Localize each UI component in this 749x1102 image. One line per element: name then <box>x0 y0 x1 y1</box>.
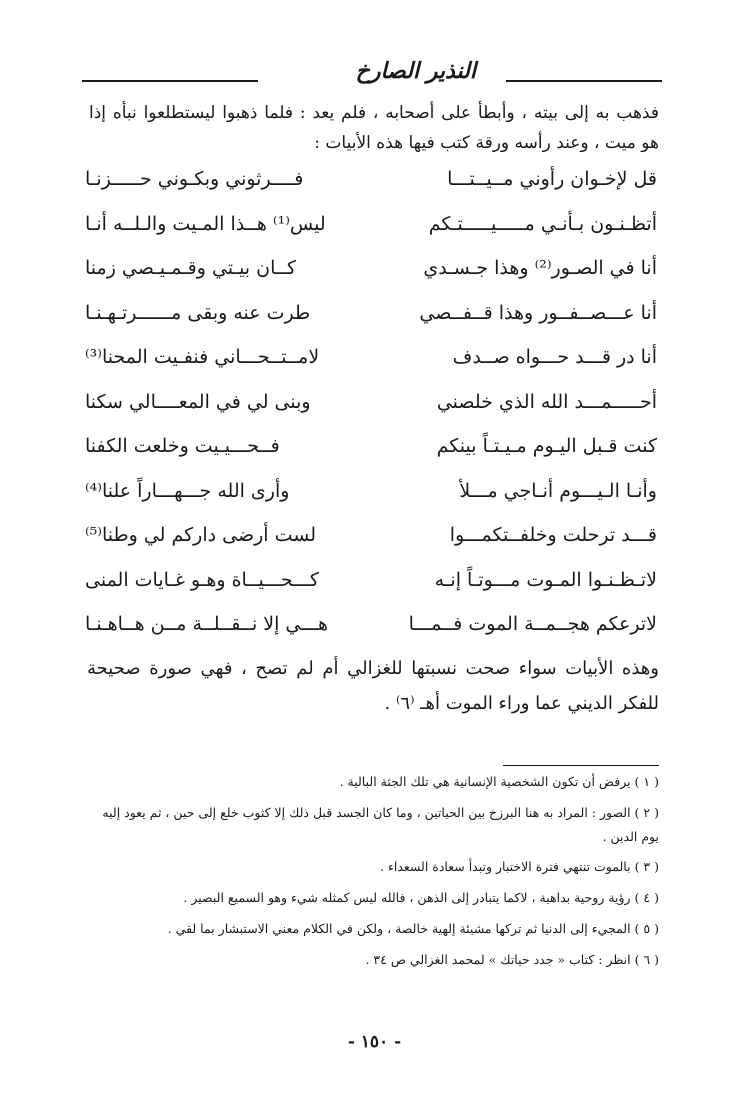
verse-second-hemistich: وبنى لي في المعــــالي سكنا <box>85 390 311 413</box>
verse-first-hemistich: وأنـا الـيـــوم أنـاجي مـــلأ <box>459 479 657 502</box>
verse-first-hemistich: لاترعكم هجــمــة الموت فــمـــا <box>408 613 657 635</box>
footnotes <box>87 770 659 979</box>
verse <box>85 429 657 474</box>
verse-first-hemistich: أنا في الصـور⁽²⁾ وهذا جـسـدي <box>423 257 657 279</box>
verse <box>85 518 657 563</box>
verse-second-hemistich: كــان بيـتي وقـمـيـصي زمنا <box>85 257 297 279</box>
intro-paragraph: فذهب به إلى بيته ، وأبطأ على أصحابه ، فلم يعد : فلما ذهبوا ليستطلعوا نبأه إذا هو ميت ، وعند رأسه ورقة كتب فيها هذه الأبيات : <box>89 103 659 153</box>
verse <box>85 251 657 296</box>
verse-second-hemistich: وأرى الله جـــهـــاراً علنا⁽⁴⁾ <box>85 479 290 502</box>
verse-second-hemistich: لامــتــحـــاني فنفـيت المحنا⁽³⁾ <box>85 346 320 368</box>
verse-second-hemistich: لست أرضى داركم لي وطنا⁽⁵⁾ <box>85 524 316 546</box>
verse-second-hemistich: فــحـــيـيت وخلعت الكفنا <box>85 435 280 457</box>
poem <box>85 162 657 652</box>
footnote: ( ٢ ) الصور : المراد به هنا البرزخ بين الحياتين ، وما كان الجسد قبل ذلك إلا كثوب خلع إلى حين ، ثم يعود إليه يوم الدين . <box>102 805 659 844</box>
verse <box>85 340 657 385</box>
verse-first-hemistich: قـــد ترحلت وخلفــتكمـــوا <box>449 524 657 546</box>
running-header <box>82 58 662 86</box>
verse <box>85 385 657 430</box>
page-number: - ١٥٠ - <box>347 1032 402 1052</box>
verse-second-hemistich: فــــرثوني وبكـوني حـــــزنـا <box>85 168 304 190</box>
verse-first-hemistich: أنا عـــصــفــور وهذا قــفــصي <box>419 301 657 324</box>
verse-first-hemistich: أنا در قـــد حـــواه صــدف <box>452 346 657 368</box>
verse-second-hemistich: ليس⁽¹⁾ هــذا المـيت والـلــه أنـا <box>85 212 326 235</box>
verse <box>85 474 657 519</box>
verse <box>85 296 657 341</box>
header-rule-right <box>506 80 662 82</box>
verse <box>85 563 657 608</box>
verse-first-hemistich: أتظـنـون بـأنـي مـــــيـــــتـكم <box>428 212 657 235</box>
footnote: ( ٤ ) رؤية روحية بداهية ، لاكما يتبادر إلى الذهن ، فالله ليس كمثله شيء وهو السميع البصير . <box>183 890 659 905</box>
closing-paragraph: وهذه الأبيات سواء صحت نسبتها للغزالي أم لم تصح ، فهي صورة صحيحة للفكر الديني عما وراء الموت أهـ ⁽٦⁾ . <box>87 658 659 714</box>
footnote: ( ٥ ) المجيء إلى الدنيا ثم تركها مشيئة إلهية خالصة ، ولكن في الكلام معني الاستبشار بما لقي . <box>167 921 659 936</box>
footnote: ( ١ ) يرفض أن تكون الشخصية الإنسانية هي تلك الجثة البالية . <box>339 774 659 789</box>
header-rule-left <box>82 80 258 82</box>
verse-first-hemistich: لاتـظـنـوا المـوت مـــوتـاً إنـه <box>434 568 657 591</box>
verse <box>85 162 657 207</box>
verse-first-hemistich: قل لإخـوان رأوني مــيــتـــا <box>447 168 657 190</box>
footnote-separator <box>503 765 659 766</box>
verse-second-hemistich: هـــي إلا نــقــلــة مــن هــاهـنـا <box>85 613 328 635</box>
chapter-title: النذير الصارخ <box>355 58 476 84</box>
verse-first-hemistich: أحـــــمـــد الله الذي خلصني <box>436 390 657 413</box>
verse-first-hemistich: كنت قـبل اليـوم مـيـتـاً بينكم <box>436 435 657 457</box>
verse-second-hemistich: كـــحـــيــاة وهـو غـايات المنى <box>85 568 319 591</box>
footnote: ( ٣ ) بالموت تنتهي فترة الاختبار وتبدأ سعادة السعداء . <box>380 859 659 874</box>
footnote: ( ٦ ) انظر : كتاب « جدد حياتك » لمحمد الغزالي ص ٣٤ . <box>365 952 659 967</box>
verse-second-hemistich: طرت عنه وبقى مــــــرتـهـنـا <box>85 301 311 324</box>
verse <box>85 607 657 652</box>
verse <box>85 207 657 252</box>
